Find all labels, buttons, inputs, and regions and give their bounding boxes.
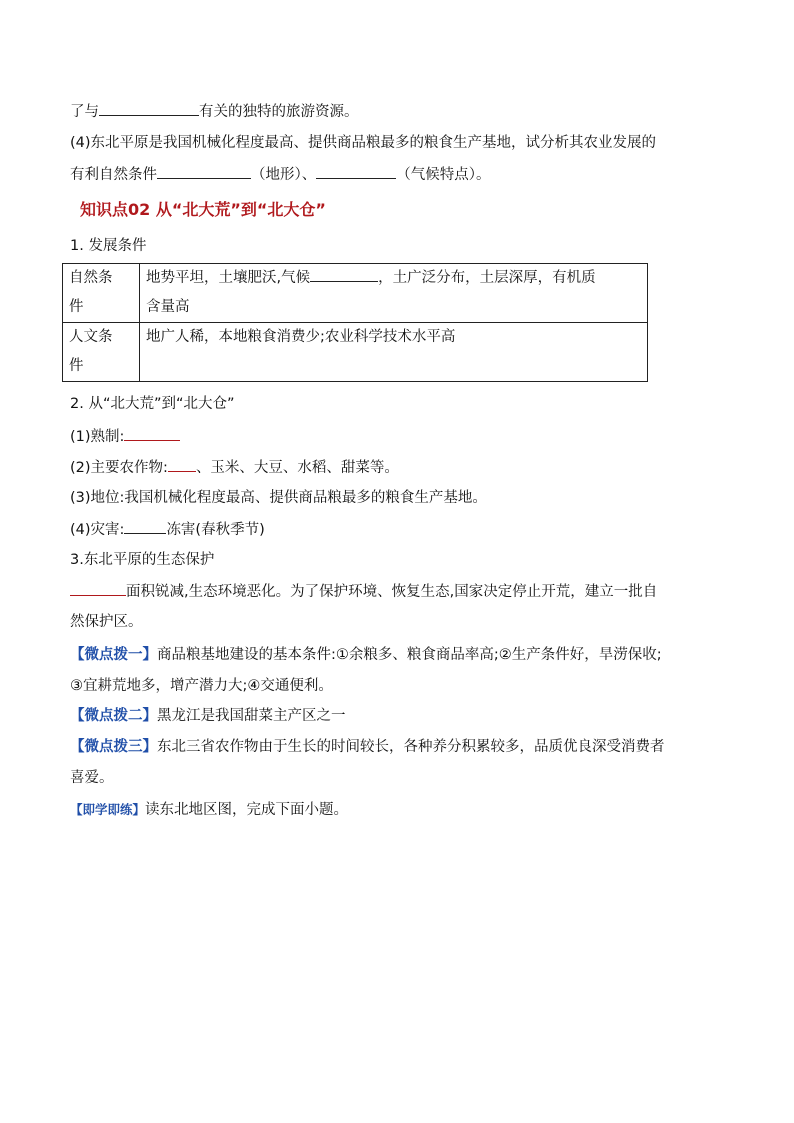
hazard-blank <box>124 519 166 534</box>
climate-table-blank <box>310 267 378 282</box>
tip2-text: 黑龙江是我国甜菜主产区之一 <box>157 708 346 724</box>
s2-i4-pre: (4)灾害: <box>70 522 125 538</box>
natural-content-cell <box>140 264 648 323</box>
natural-post: ，土广泛分布，土层深厚，有机质 <box>378 270 596 286</box>
tip3-text: 东北三省农作物由于生长的时间较长，各种养分积累较多，品质优良深受消费者 <box>157 739 665 755</box>
continuation-pre: 了与 <box>70 104 99 120</box>
s3-line1-text: 面积锐减,生态环境恶化。为了保护环境、恢复生态,国家决定停止开荒，建立一批自 <box>126 584 658 600</box>
q4-post: （气候特点）。 <box>396 167 491 183</box>
s2-i1-text: (1)熟制: <box>70 429 125 445</box>
tip1-line1 <box>70 645 662 665</box>
natural-label-cell <box>63 264 140 323</box>
tip1-tag: 【微点拨一】 <box>70 647 157 663</box>
s2-i2-post: 、玉米、大豆、水稻、甜菜等。 <box>195 460 399 476</box>
s2-item4 <box>70 519 265 540</box>
human-content-l1: 地广人稀，本地粮食消费少;农业科学技术水平高 <box>146 329 456 345</box>
table-row <box>63 323 648 382</box>
s2-title: 2. 从“北大荒”到“北大仓” <box>70 396 235 412</box>
s1-title: 1. 发展条件 <box>70 238 147 254</box>
wetland-blank <box>70 581 126 596</box>
s3-title: 3.东北平原的生态保护 <box>70 552 215 568</box>
human-content-cell <box>140 323 648 382</box>
tip3-line1 <box>70 737 665 757</box>
q4-mid: （地形）、 <box>251 167 317 183</box>
s2-i2-pre: (2)主要农作物: <box>70 460 168 476</box>
terrain-blank <box>157 164 251 179</box>
tip2-line <box>70 706 346 726</box>
s3-line1 <box>70 581 657 602</box>
tip1-line2: ③宜耕荒地多，增产潜力大;④交通便利。 <box>70 678 333 694</box>
question4-line1: (4)东北平原是我国机械化程度最高、提供商品粮最多的粮食生产基地，试分析其农业发展的 <box>70 135 657 151</box>
natural-content-l2: 含量高 <box>146 299 190 315</box>
conditions-table <box>62 263 648 382</box>
human-label-cell <box>63 323 140 382</box>
climate-blank <box>316 164 396 179</box>
natural-content-l1 <box>146 264 641 293</box>
natural-label-l1: 自然条 <box>69 270 113 286</box>
continuation-line <box>70 101 359 122</box>
question4-line2 <box>70 164 491 185</box>
tip2-tag: 【微点拨二】 <box>70 708 157 724</box>
s2-i4-post: 冻害(春秋季节) <box>166 522 265 538</box>
human-label-l2: 件 <box>69 358 84 374</box>
tip1-text: 商品粮基地建设的基本条件:①余粮多、粮食商品率高;②生产条件好，旱涝保收; <box>157 647 662 663</box>
crop-blank <box>168 457 196 472</box>
human-label-l1: 人文条 <box>69 329 113 345</box>
s2-item2 <box>70 457 399 478</box>
s3-line2: 然保护区。 <box>70 614 143 630</box>
s2-item1 <box>70 426 180 447</box>
natural-pre: 地势平坦，土壤肥沃,气候 <box>146 270 311 286</box>
table-row <box>63 264 648 323</box>
q4-pre: 有利自然条件 <box>70 167 157 183</box>
natural-label-l2: 件 <box>69 299 84 315</box>
tip3-tag: 【微点拨三】 <box>70 739 157 755</box>
s2-item3: (3)地位:我国机械化程度最高、提供商品粮最多的粮食生产基地。 <box>70 490 487 506</box>
answer-blank <box>99 101 199 116</box>
practice-tag: 【即学即练】 <box>70 802 146 817</box>
practice-line <box>70 800 348 820</box>
tip3-line2: 喜爱。 <box>70 770 114 786</box>
practice-text: 读东北地区图，完成下面小题。 <box>145 802 349 818</box>
cropping-system-blank <box>124 426 180 441</box>
section-heading: 知识点02 从“北大荒”到“北大仓” <box>80 200 326 219</box>
continuation-post: 有关的独特的旅游资源。 <box>199 104 359 120</box>
